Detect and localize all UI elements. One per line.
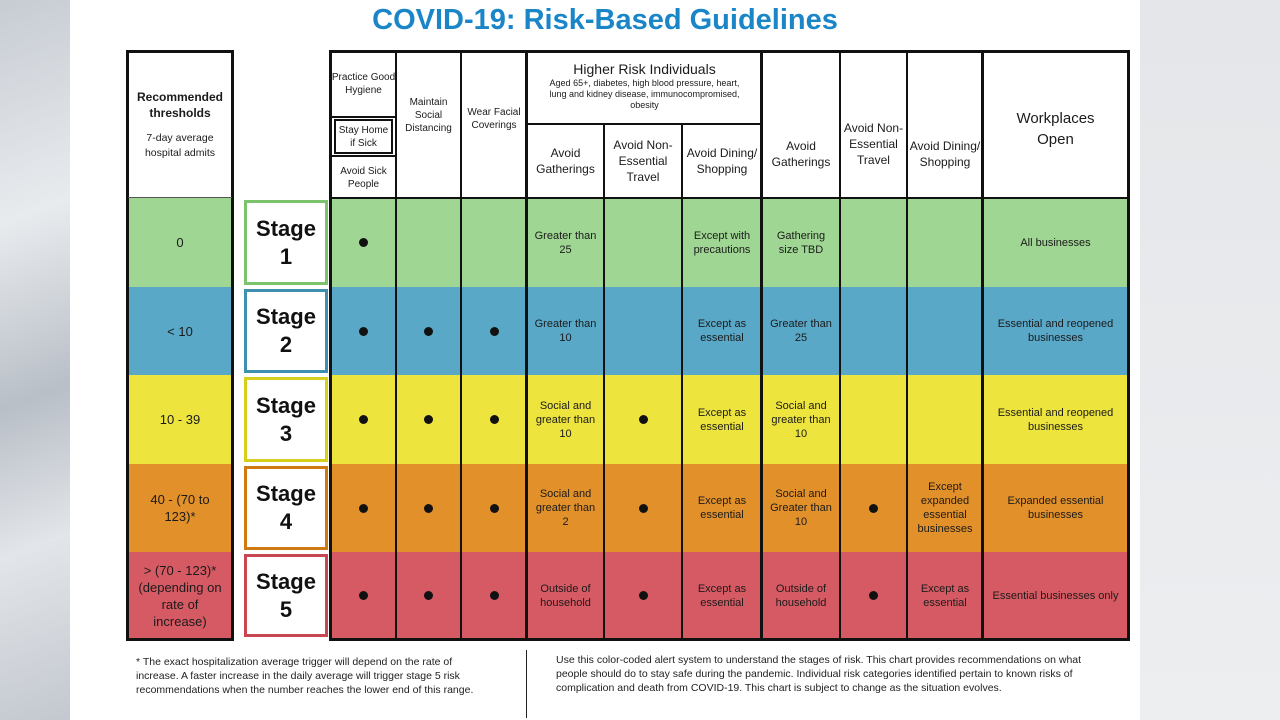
- cell-text: Essential and reopened businesses: [997, 318, 1114, 344]
- bullet-mark: [869, 504, 878, 513]
- footnote-left: * The exact hospitalization average trigger will depend on the rate of increase. A faster increase in the daily average will trigger stage 5 risk recommendations when the number reaches the lower end of this range.: [136, 656, 474, 696]
- cell-travel-4: [840, 464, 907, 552]
- cell-hygiene-5: [331, 552, 396, 639]
- cell-text: Greater than 25: [770, 318, 832, 344]
- bullet-mark: [359, 415, 368, 424]
- cell-workplaces-4: [983, 464, 1128, 552]
- bullet-mark: [359, 504, 368, 513]
- cell-gatherings-1: [762, 198, 840, 287]
- cell-hr-gatherings-3: [527, 375, 604, 464]
- higher-risk-description: Aged 65+, diabetes, high blood pressure, heart, lung and kidney disease, immunocompromised, obesity: [549, 78, 740, 110]
- background-left: [0, 0, 70, 720]
- cell-text: All businesses: [1020, 236, 1091, 249]
- cell-text: Social and greater than 10: [771, 399, 831, 440]
- column-divider: [395, 52, 397, 639]
- bullet-mark: [639, 591, 648, 600]
- threshold-cell-3: [128, 375, 232, 464]
- cell-text: Except as essential: [697, 495, 747, 521]
- cell-distancing-3: [396, 375, 461, 464]
- header-avoid-sick-label: Avoid Sick People: [340, 165, 387, 190]
- cell-text: Social and Greater than 10: [770, 488, 832, 528]
- cell-distancing-4: [396, 464, 461, 552]
- header-hygiene: [331, 52, 396, 116]
- cell-hr-gatherings-1: [527, 198, 604, 287]
- cell-text: Social and greater than 2: [535, 488, 596, 528]
- cell-hr-dining-3: [682, 375, 762, 464]
- cell-distancing-2: [396, 287, 461, 375]
- thresholds-subheading: 7-day average hospital admits: [144, 132, 216, 159]
- cell-travel-3: [840, 375, 907, 464]
- header-hr-gatherings-label: Avoid Gatherings: [536, 146, 595, 176]
- header-body-divider: [331, 197, 1128, 199]
- bullet-mark: [359, 238, 368, 247]
- background-right: [1140, 0, 1280, 720]
- cell-text: Expanded essential businesses: [1007, 495, 1104, 521]
- header-gatherings-label: Avoid Gatherings: [771, 139, 831, 169]
- cell-hr-travel-4: [604, 464, 682, 552]
- bullet-mark: [424, 504, 433, 513]
- threshold-cell-1: [128, 198, 232, 287]
- cell-hygiene-1: [331, 198, 396, 287]
- header-distancing: [396, 52, 461, 198]
- header-dining-label: Avoid Dining/ Shopping: [909, 139, 981, 169]
- cell-text: Except with precautions: [693, 229, 751, 256]
- bullet-mark: [359, 327, 368, 336]
- thresholds-heading: Recommended thresholds: [136, 90, 224, 120]
- cell-dining-4: [907, 464, 983, 552]
- thresholds-header-divider: [128, 197, 232, 198]
- cell-text: Except as essential: [920, 582, 970, 609]
- guidelines-sheet: [70, 0, 1140, 720]
- cell-facial-2: [461, 287, 527, 375]
- stage-label: Stage 1: [256, 215, 316, 269]
- header-hygiene-label: Practice Good Hygiene: [331, 72, 396, 96]
- header-workplaces-label: Workplaces Open: [1016, 110, 1095, 148]
- cell-hr-dining-1: [682, 198, 762, 287]
- cell-hr-travel-1: [604, 198, 682, 287]
- footnote-right: Use this color-coded alert system to understand the stages of risk. This chart provides recommendations on what people should do to stay safe during the pandemic. Individual risk categories identified pertain to known risks of complication and death from COVID-19. This chart is subject to change as the situation evolves.: [556, 654, 1082, 694]
- threshold-value: 10 - 39: [159, 412, 201, 427]
- threshold-cell-2: [128, 287, 232, 375]
- cell-hr-dining-5: [682, 552, 762, 639]
- cell-text: Except as essential: [697, 406, 747, 433]
- section-divider: [760, 52, 763, 639]
- header-stay-home: [334, 119, 393, 154]
- stage-card-2: [244, 289, 328, 373]
- cell-facial-1: [461, 198, 527, 287]
- header-facial-coverings: [461, 52, 527, 198]
- bullet-mark: [490, 504, 499, 513]
- cell-text: Except expanded essential businesses: [917, 481, 973, 535]
- cell-workplaces-2: [983, 287, 1128, 375]
- bullet-mark: [424, 415, 433, 424]
- cell-workplaces-5: [983, 552, 1128, 639]
- stage-card-5: [244, 554, 328, 637]
- cell-text: Essential and reopened businesses: [997, 406, 1114, 433]
- cell-dining-5: [907, 552, 983, 639]
- cell-text: Outside of household: [540, 582, 591, 609]
- header-stay-home-label: Stay Home if Sick: [338, 124, 389, 149]
- cell-dining-3: [907, 375, 983, 464]
- section-divider-2: [981, 52, 984, 639]
- header-distancing-label: Maintain Social Distancing: [405, 97, 452, 134]
- header-travel-label: Avoid Non-Essential Travel: [843, 121, 904, 167]
- cell-hr-travel-2: [604, 287, 682, 375]
- stage-label: Stage 5: [256, 568, 316, 622]
- threshold-value: > (70 - 123)* (depending on rate of increase): [138, 562, 222, 629]
- threshold-cell-4: [128, 464, 232, 552]
- section-divider-3: [525, 52, 528, 639]
- header-gatherings: [762, 52, 840, 198]
- cell-travel-2: [840, 287, 907, 375]
- cell-travel-1: [840, 198, 907, 287]
- cell-gatherings-5: [762, 552, 840, 639]
- header-workplaces: [983, 52, 1128, 198]
- stage-card-4: [244, 466, 328, 550]
- cell-gatherings-3: [762, 375, 840, 464]
- higher-risk-divider: [527, 123, 762, 125]
- cell-hygiene-2: [331, 287, 396, 375]
- column-divider: [603, 124, 605, 639]
- cell-hr-travel-3: [604, 375, 682, 464]
- thresholds-header: [128, 52, 232, 198]
- bullet-mark: [869, 591, 878, 600]
- cell-hr-dining-2: [682, 287, 762, 375]
- header-hr-dining: [682, 124, 762, 198]
- column-divider: [839, 52, 841, 639]
- cell-travel-5: [840, 552, 907, 639]
- column-divider: [460, 52, 462, 639]
- cell-text: Greater than 25: [534, 229, 597, 256]
- column-divider: [681, 124, 683, 639]
- header-facial-label: Wear Facial Coverings: [467, 107, 521, 131]
- cell-facial-5: [461, 552, 527, 639]
- threshold-value: < 10: [167, 323, 193, 339]
- hygiene-divider-1: [331, 116, 396, 118]
- cell-workplaces-1: [983, 198, 1128, 287]
- cell-hr-gatherings-2: [527, 287, 604, 375]
- bullet-mark: [639, 504, 648, 513]
- bullet-mark: [490, 327, 499, 336]
- header-avoid-sick: [331, 157, 396, 198]
- cell-hygiene-4: [331, 464, 396, 552]
- cell-text: Gathering size TBD: [776, 229, 826, 256]
- cell-dining-1: [907, 198, 983, 287]
- stage-card-1: [244, 200, 328, 285]
- stage-label: Stage 4: [256, 481, 316, 534]
- cell-hr-dining-4: [682, 464, 762, 552]
- threshold-value: 40 - (70 to 123)*: [150, 492, 210, 524]
- higher-risk-title: Higher Risk Individuals: [573, 61, 716, 77]
- cell-hr-travel-5: [604, 552, 682, 639]
- bullet-mark: [424, 327, 433, 336]
- footnote-divider: [526, 650, 527, 718]
- cell-text: Greater than 10: [534, 318, 597, 344]
- cell-dining-2: [907, 287, 983, 375]
- cell-hr-gatherings-5: [527, 552, 604, 639]
- cell-distancing-1: [396, 198, 461, 287]
- bullet-mark: [490, 415, 499, 424]
- page-title: COVID-19: Risk-Based Guidelines: [372, 4, 838, 36]
- cell-gatherings-2: [762, 287, 840, 375]
- cell-text: Outside of household: [775, 582, 827, 609]
- threshold-cell-5: [128, 552, 232, 639]
- bullet-mark: [424, 591, 433, 600]
- header-hr-travel-label: Avoid Non-Essential Travel: [613, 138, 673, 184]
- cell-text: Essential businesses only: [992, 589, 1119, 602]
- stage-label: Stage 2: [256, 304, 316, 357]
- bullet-mark: [359, 591, 368, 600]
- cell-text: Social and greater than 10: [535, 399, 596, 440]
- header-hr-travel: [604, 124, 682, 198]
- stage-card-3: [244, 377, 328, 462]
- header-travel: [840, 52, 907, 198]
- bullet-mark: [490, 591, 499, 600]
- cell-facial-4: [461, 464, 527, 552]
- cell-text: Except as essential: [697, 318, 747, 344]
- cell-hygiene-3: [331, 375, 396, 464]
- header-higher-risk: [527, 52, 762, 124]
- header-hr-gatherings: [527, 124, 604, 198]
- cell-gatherings-4: [762, 464, 840, 552]
- threshold-value: 0: [176, 235, 184, 250]
- cell-distancing-5: [396, 552, 461, 639]
- hygiene-divider-2: [331, 155, 396, 157]
- bullet-mark: [639, 415, 648, 424]
- stage-label: Stage 3: [256, 392, 316, 446]
- header-hr-dining-label: Avoid Dining/ Shopping: [686, 146, 758, 176]
- column-divider: [906, 52, 908, 639]
- header-dining: [907, 52, 983, 198]
- cell-hr-gatherings-4: [527, 464, 604, 552]
- cell-workplaces-3: [983, 375, 1128, 464]
- cell-text: Except as essential: [697, 582, 747, 609]
- cell-facial-3: [461, 375, 527, 464]
